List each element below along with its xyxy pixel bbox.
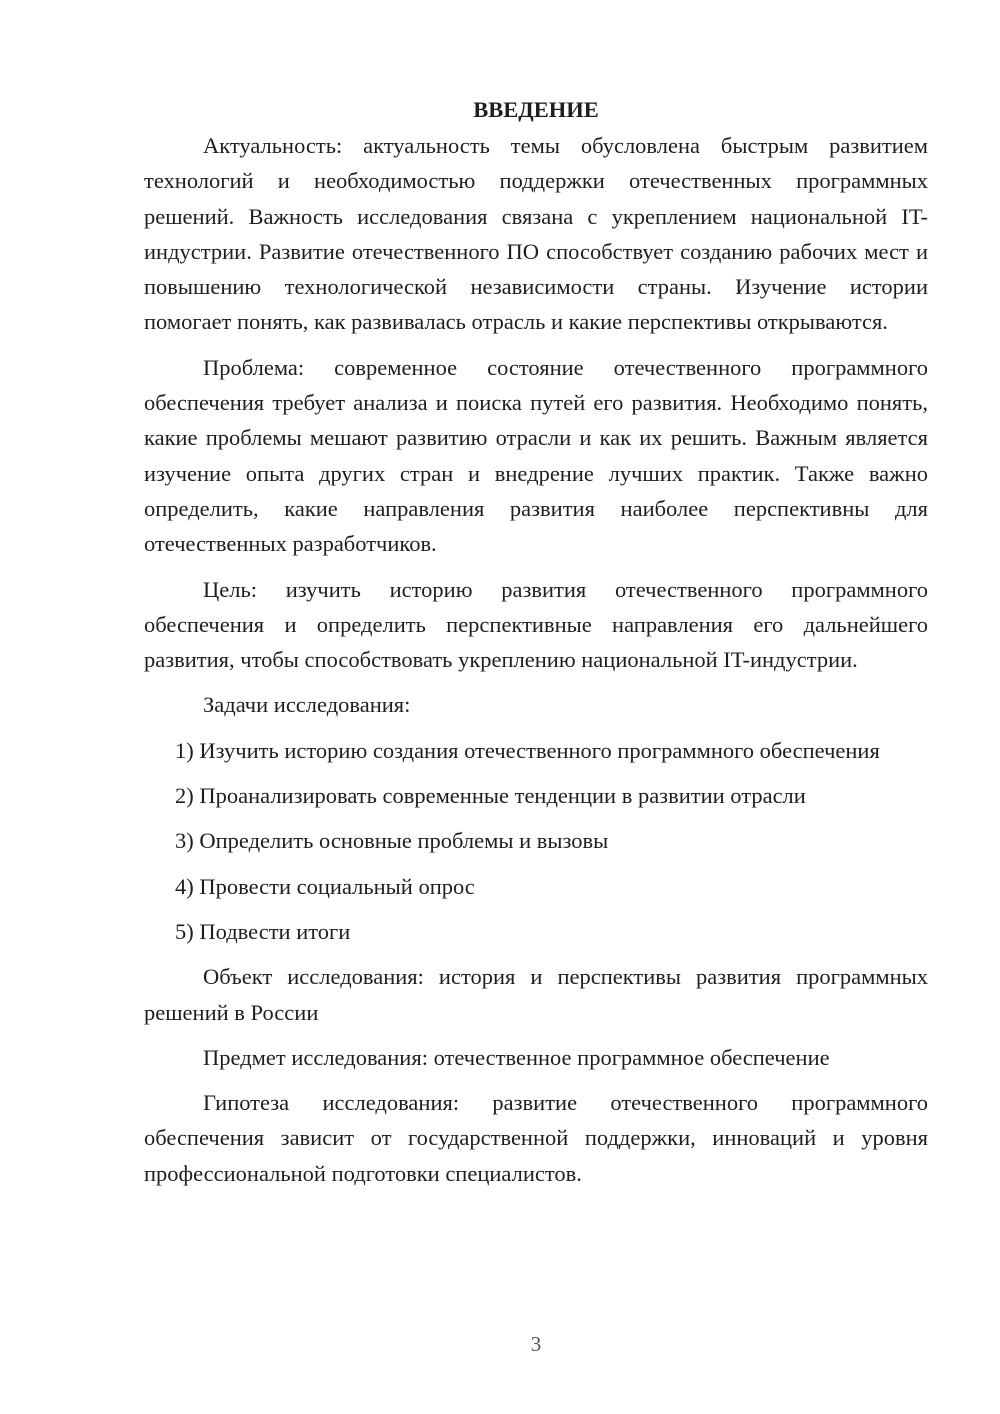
task-item: 5) Подвести итоги — [175, 918, 351, 944]
section-heading: ВВЕДЕНИЕ — [473, 97, 599, 122]
relevance-paragraph: Актуальность: актуальность темы обусловлена быстрым развитием технологий и необходимостью поддержки отечественных программных решений. Важность исследования связана с укреплением национальной IT-индустрии. Развитие отечественного ПО способствует созданию рабочих мест и повышению технологической независимости страны. Изучение истории помогает понять, как развивалась отрасль и какие перспективы открываются. — [144, 133, 928, 335]
subject-paragraph: Предмет исследования: отечественное программное обеспечение — [203, 1044, 830, 1070]
problem-paragraph: Проблема: современное состояние отечественного программного обеспечения требует анализа и поиска путей его развития. Необходимо понять, какие проблемы мешают развитию отрасли и как их решить. Важным является изучение опыта других стран и внедрение лучших практик. Также важно определить, какие направления развития наиболее перспективны для отечественных разработчиков. — [144, 354, 928, 557]
task-item: 1) Изучить историю создания отечественного программного обеспечения — [175, 737, 880, 763]
hypothesis-paragraph: Гипотеза исследования: развитие отечественного программного обеспечения зависит от государственной поддержки, инноваций и уровня профессиональной подготовки специалистов. — [144, 1090, 928, 1186]
goal-paragraph: Цель: изучить историю развития отечественного программного обеспечения и определить перспективные направления его дальнейшего развития, чтобы способствовать укреплению национальной IT-индустрии. — [144, 576, 928, 673]
task-item: 2) Проанализировать современные тенденции в развитии отрасли — [175, 783, 806, 809]
tasks-title: Задачи исследования: — [203, 692, 411, 718]
page-number: 3 — [530, 1332, 542, 1356]
task-item: 3) Определить основные проблемы и вызовы — [175, 828, 609, 854]
task-item: 4) Провести социальный опрос — [175, 873, 475, 899]
object-paragraph: Объект исследования: история и перспективы развития программных решений в России — [144, 964, 928, 1025]
page-content — [144, 92, 928, 1191]
